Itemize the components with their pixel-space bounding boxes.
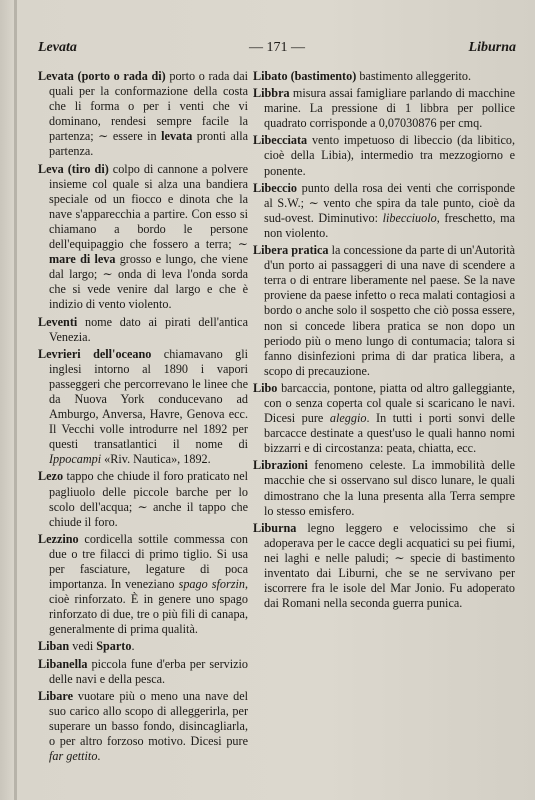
- left-column: [38, 69, 248, 766]
- entry-headword: Leva (tiro di): [38, 161, 109, 176]
- entry-definition: bastimento alleggerito.: [356, 69, 471, 83]
- entry-headword: Liburna: [253, 520, 297, 535]
- entry-headword: Libato (bastimento): [253, 69, 357, 83]
- entry-headword: Libbra: [253, 86, 290, 101]
- entry-definition: vedi: [69, 639, 97, 654]
- entry-italic-term: aleggio: [329, 411, 367, 426]
- entry-definition-tail: grosso e lungo, che viene dal largo; ∼ onda di leva l'onda sorda che si vede venire dal largo e che è indizio di vento violento.: [49, 252, 248, 312]
- entry-definition: colpo di cannone a polvere insieme col quale si alza una bandiera speciale od un fiocco e dinota che la nave s'apparecchia a partire. Con esso si chiamano a bordo le persone dell'equipaggio che fossero a terra; ∼: [49, 161, 248, 252]
- entry-subheadword: levata: [161, 129, 193, 144]
- entry-definition: barcaccia, pontone, piatta od altro galleggiante, con o senza coperta col quale si scaricano le navi. Dicesi pure: [264, 380, 515, 426]
- entry-headword: Libare: [38, 688, 73, 703]
- entry-italic-term: far gettito: [49, 749, 98, 764]
- running-header: [38, 40, 516, 60]
- entry-subheadword: mare di leva: [49, 252, 116, 267]
- entry-definition-tail: . In tutti i porti sonvi delle barcacce destinate a quest'uso le quali hanno nomi bizzarri e di circostanza: peata, chiatta, ecc.: [264, 411, 515, 456]
- entry-definition-tail: , cioè rinforzato. È in genere uno spago rinforzato di due, tre o più fili di canapa, generalmente di prima qualità.: [49, 577, 249, 637]
- dictionary-entry: [38, 532, 248, 638]
- dictionary-entry: [38, 347, 248, 468]
- dictionary-entry: [253, 69, 515, 84]
- dictionary-entry: [253, 133, 515, 178]
- entry-definition: tappo che chiude il foro praticato nel pagliuolo delle piccole barche per lo scolo dell'acqua; ∼ anche il tappo che chiude il foro.: [49, 469, 248, 529]
- dictionary-entry: [38, 689, 248, 764]
- header-last-entry: Liburna: [468, 40, 516, 55]
- entry-headword: Libo: [253, 380, 278, 395]
- entry-definition: vento impetuoso di libeccio (da libitico, cioè della Libia), intermedio tra mezzogiorno e ponente.: [264, 133, 515, 178]
- dictionary-entry: [38, 639, 248, 654]
- entry-definition: vuotare più o meno una nave del suo carico allo scopo di alleggerirla, per superare un basso fondo, disincagliarla, o per altro forzoso motivo. Dicesi pure: [49, 688, 248, 749]
- entry-definition-tail: .: [131, 639, 135, 654]
- entry-headword: Lezo: [38, 469, 64, 484]
- entry-subheadword: Sparto: [96, 639, 132, 654]
- entry-definition: cordicella sottile commessa con due o tre filacci di primo tiglio. Si usa per fasciature, legature di poca importanza. In veneziano: [49, 531, 248, 592]
- entry-headword: Libera pratica: [253, 243, 329, 258]
- entry-definition: fenomeno celeste. La immobilità delle macchie che si osservano sul disco lunare, le quali dimostrano che la luna presenta alla Terra sempre lo stesso emisfero.: [264, 458, 515, 518]
- dictionary-entry: [38, 657, 248, 687]
- entry-headword: Lezzino: [38, 531, 79, 546]
- page-number: — 171 —: [249, 40, 305, 55]
- entry-definition-tail: .: [97, 749, 101, 764]
- dictionary-entry: [253, 181, 515, 241]
- entry-italic-term: spago sforzin: [178, 577, 245, 592]
- dictionary-entry: [38, 469, 248, 529]
- entry-definition-tail: , freschetto, ma non violento.: [264, 210, 515, 240]
- header-first-entry: Levata: [38, 40, 77, 55]
- dictionary-entry: [253, 521, 515, 612]
- dictionary-entry: [38, 162, 248, 313]
- entry-definition: punto della rosa dei venti che corrisponde al S.W.; ∼ vento che spira da tale punto, cioè da sud-ovest. Diminutivo:: [264, 180, 515, 225]
- entry-italic-term: Ippocampi: [49, 452, 102, 467]
- entry-headword: Levrieri dell'oceano: [38, 346, 152, 361]
- entry-headword: Levata (porto o rada di): [38, 69, 166, 83]
- entry-definition-tail: pronti alla partenza.: [49, 129, 249, 159]
- dictionary-entry: [253, 458, 515, 518]
- entry-italic-term: libecciuolo: [382, 210, 437, 225]
- dictionary-entry: [38, 69, 248, 160]
- entry-definition-tail: «Riv. Nautica», 1892.: [101, 452, 211, 467]
- book-gutter: [14, 0, 17, 800]
- entry-definition: legno leggero e velocissimo che si adoperava per le cacce degli acquatici su pei fiumi, nei laghi e nelle paludi; ∼ specie di bastimento inventato dai Liburni, che se ne servivano per iscorrere fra le isole del Mar Jonio. Fu adoperato dai Romani nella seconda guerra punica.: [264, 520, 515, 611]
- entry-definition: piccola fune d'erba per servizio delle navi e della pesca.: [49, 656, 248, 686]
- dictionary-entry: [253, 243, 515, 379]
- entry-definition: misura assai famigliare parlando di macchine marine. La pressione di 1 libbra per pollice quadrato corrisponde a 0,07030876 per cmq.: [264, 86, 515, 131]
- dictionary-entry: [38, 315, 248, 345]
- entry-headword: Leventi: [38, 314, 78, 329]
- dictionary-entry: [253, 381, 515, 456]
- entry-definition: la concessione da parte di un'Autorità d'un porto ai passaggeri di una nave di scendere a terra o di entrare liberamente nel paese. Se la nave proviene da paese infetto o reca malati contagiosi a bordo o anche solo il sospetto che ciò possa essere, non si concede libera pratica se non dopo un periodo più o meno lungo di contumacia; talora si fanno disinfezioni prima di dar pratica libera, a scopo di precauzione.: [264, 243, 515, 378]
- entry-headword: Libeccio: [253, 180, 298, 195]
- entry-headword: Librazioni: [253, 458, 308, 473]
- entry-headword: Libecciata: [253, 133, 308, 148]
- entry-definition: chiamavano gli inglesi intorno al 1890 i vapori passeggeri che percorrevano le linee che da Nuova York conducevano ad Amburgo, Anversa, Havre, Genova ecc. Il Vecchi volle introdurre nel 1892 per questi transatlantici il nome di: [49, 346, 248, 452]
- right-column: [253, 69, 515, 613]
- entry-definition: porto o rada dai quali per la conformazione della costa che li forma o per i venti che vi dominano, rendesi sempre facile la partenza; ∼ essere in: [49, 69, 248, 144]
- dictionary-entry: [253, 86, 515, 131]
- entry-headword: Liban: [38, 639, 70, 654]
- entry-definition: nome dato ai pirati dell'antica Venezia.: [49, 314, 248, 344]
- entry-headword: Libanella: [38, 656, 88, 671]
